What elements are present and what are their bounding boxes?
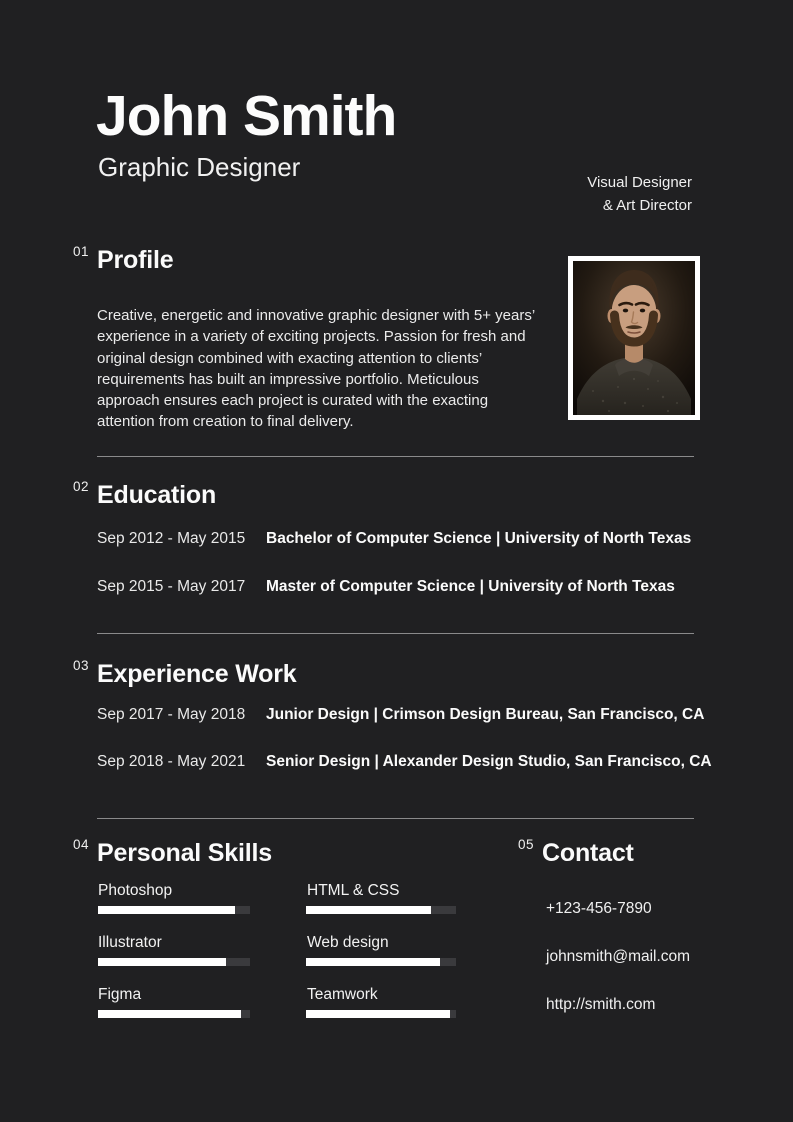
experience-row xyxy=(97,753,712,771)
education-detail: Bachelor of Computer Science | University of North Texas xyxy=(266,530,692,547)
skill-label: Figma xyxy=(98,986,142,1003)
education-detail: Master of Computer Science | University of North Texas xyxy=(266,578,675,595)
skill-bar-fill xyxy=(306,906,431,914)
section-title: Profile xyxy=(97,246,174,274)
experience-dates: Sep 2018 - May 2021 xyxy=(97,753,246,770)
profile-summary: Creative, energetic and innovative graphic designer with 5+ years’ experience in a variety of exciting projects. Passion for fresh and original design combined with exacting attention to clients’ requirements has built an impressive portfolio. Meticulous approach ensures each project is curated with the exacting attention from creation to final delivery. xyxy=(97,307,535,431)
section-heading-education xyxy=(73,481,216,510)
section-number: 04 xyxy=(73,837,90,852)
skill-label: HTML & CSS xyxy=(307,882,400,899)
tagline-line1: Visual Designer xyxy=(587,174,692,191)
skill-bar-track xyxy=(98,958,250,966)
section-divider xyxy=(97,818,694,819)
experience-dates: Sep 2017 - May 2018 xyxy=(97,706,246,723)
experience-detail: Junior Design | Crimson Design Bureau, San Francisco, CA xyxy=(266,706,705,723)
skill-bar-fill xyxy=(306,958,440,966)
section-number: 03 xyxy=(73,658,90,673)
skill-bar-track xyxy=(98,906,250,914)
experience-detail: Senior Design | Alexander Design Studio, San Francisco, CA xyxy=(266,753,712,770)
section-heading-skills xyxy=(73,839,272,868)
section-number: 02 xyxy=(73,479,90,494)
education-dates: Sep 2015 - May 2017 xyxy=(97,578,246,595)
skill-label: Illustrator xyxy=(98,934,162,951)
tagline-line2: & Art Director xyxy=(602,197,692,214)
education-row xyxy=(97,530,691,548)
skill-bar-track xyxy=(306,906,456,914)
section-divider xyxy=(97,456,694,457)
skill-label: Teamwork xyxy=(307,986,378,1003)
skill-bar-fill xyxy=(98,1010,241,1018)
tagline xyxy=(587,171,692,217)
person-role: Graphic Designer xyxy=(98,152,301,182)
portrait-illustration xyxy=(573,261,695,415)
education-dates: Sep 2012 - May 2015 xyxy=(97,530,246,547)
section-heading-experience xyxy=(73,660,296,689)
contact-phone: +123-456-7890 xyxy=(546,900,652,917)
skill-bar-track xyxy=(306,958,456,966)
contact-website: http://smith.com xyxy=(546,996,656,1013)
section-title: Education xyxy=(97,481,217,509)
section-title: Personal Skills xyxy=(97,839,272,867)
education-row xyxy=(97,578,675,596)
contact-email: johnsmith@mail.com xyxy=(546,948,691,965)
skill-label: Photoshop xyxy=(98,882,173,899)
section-title: Experience Work xyxy=(97,660,297,688)
section-heading-profile xyxy=(73,246,173,275)
skill-bar-fill xyxy=(98,906,235,914)
section-divider xyxy=(97,633,694,634)
section-number: 01 xyxy=(73,244,90,259)
section-title: Contact xyxy=(542,839,634,867)
skill-label: Web design xyxy=(307,934,389,951)
section-number: 05 xyxy=(518,837,535,852)
experience-row xyxy=(97,706,704,724)
skill-bar-fill xyxy=(306,1010,450,1018)
skill-bar-track xyxy=(306,1010,456,1018)
skill-bar-track xyxy=(98,1010,250,1018)
profile-photo xyxy=(568,256,700,420)
section-heading-contact xyxy=(518,839,634,868)
person-name: John Smith xyxy=(96,84,397,148)
skill-bar-fill xyxy=(98,958,226,966)
